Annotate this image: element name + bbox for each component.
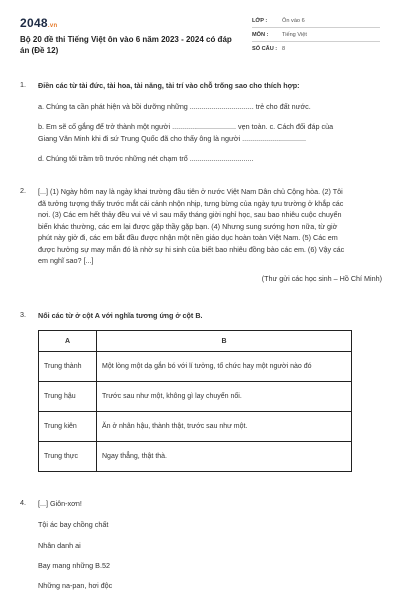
logo-main: 2048	[20, 16, 48, 30]
term-cell: Trung hậu	[39, 382, 97, 412]
matching-table	[38, 330, 352, 472]
table-row	[39, 442, 352, 472]
passage-line: nơi. (3) Các em hết thảy đều vui vẻ vì sau mấy tháng giời nghỉ học, sau bao nhiêu cuộc chuyển	[38, 210, 342, 219]
meta-box	[252, 14, 380, 56]
passage-line: phút này giở đi, các em bắt đầu được nhận một nền giáo dục hoàn toàn Việt Nam. (5) Các em	[38, 233, 338, 242]
question-number: 2.	[20, 186, 26, 195]
document-title: Bộ 20 đề thi Tiếng Việt ôn vào 6 năm 2023 - 2024 có đáp án (Đề 12)	[20, 35, 232, 55]
column-b-header: B	[97, 331, 352, 352]
meta-row-subject	[252, 28, 380, 42]
site-logo[interactable]	[20, 16, 57, 30]
passage-line: được hưởng sự may mắn đó là nhờ sự hi sinh của biết bao nhiêu đồng bào các em. (6) Vậy các	[38, 244, 345, 254]
meta-row-class	[252, 14, 380, 28]
poem-line: Bay mang những B.52	[38, 561, 110, 570]
meaning-cell: Ăn ở nhân hậu, thành thật, trước sau như một.	[97, 412, 352, 442]
question-number: 4.	[20, 498, 26, 507]
question-text: a. Chúng ta cần phát hiện và bồi dưỡng những ................................ trẻ cho đất nước.	[38, 101, 311, 111]
poem-line: Những na-pan, hơi độc	[38, 581, 113, 590]
poem-line: Nhân danh ai	[38, 541, 81, 550]
logo-suffix: .vn	[47, 23, 58, 29]
question-number: 3.	[20, 310, 26, 319]
meta-label: LỚP :	[252, 17, 268, 24]
meaning-cell: Ngay thẳng, thật thà.	[97, 442, 352, 472]
poem-line: [...] Giôn-xơn!	[38, 499, 82, 508]
passage-line: em nghĩ sao? [...]	[38, 256, 94, 265]
question-number: 1.	[20, 80, 26, 89]
passage-line: [...] (1) Ngày hôm nay là ngày khai trường đầu tiên ở nước Việt Nam Dân chủ Cộng hòa. (2) Tôi	[38, 187, 343, 196]
passage-signature: (Thư gửi các học sinh – Hồ Chí Minh)	[261, 273, 382, 283]
meta-value: Tiếng Việt	[282, 31, 307, 38]
meta-value: 8	[282, 46, 286, 52]
question-4	[20, 498, 382, 510]
question-title: Điền các từ tài đức, tài hoa, tài năng, tài trí vào chỗ trống sao cho thích hợp:	[38, 81, 300, 90]
question-1	[20, 80, 382, 165]
question-text: Giang Văn Minh khi đi sứ Trung Quốc đã cho thấy ông là người ................................	[38, 133, 307, 143]
table-row	[39, 412, 352, 442]
document-header	[20, 12, 382, 60]
term-cell: Trung thực	[39, 442, 97, 472]
column-a-header: A	[39, 331, 97, 352]
question-text: b. Em sẽ cố gắng để trở thành một người ................................ vẹn toàn. c. Cách đối đáp của	[38, 122, 334, 131]
table-row	[39, 352, 352, 382]
meta-label: SỐ CÂU :	[252, 46, 278, 52]
term-cell: Trung thành	[39, 352, 97, 382]
question-3	[20, 310, 382, 322]
passage-line: đã tưởng tượng thấy trước mắt cái cảnh nhộn nhịp, tưng bừng của ngày tựu trường ở khắp các	[38, 198, 344, 208]
meta-row-count	[252, 42, 380, 56]
question-title: Nối các từ ở cột A với nghĩa tương ứng ở cột B.	[38, 311, 203, 320]
question-text: d. Chúng tôi trầm trồ trước những nét chạm trổ ................................	[38, 154, 254, 163]
question-2	[20, 186, 382, 284]
meaning-cell: Một lòng một dạ gắn bó với lí tưởng, tổ chức hay một người nào đó	[97, 352, 352, 382]
poem-line: Tội ác bay chồng chất	[38, 520, 109, 529]
meaning-cell: Trước sau như một, không gì lay chuyển nổi.	[97, 382, 352, 412]
passage-line: biến khác thường, các em lại được gặp thầy gặp bạn. (4) Nhưng sung sướng hơn nữa, từ giờ	[38, 221, 338, 231]
term-cell: Trung kiên	[39, 412, 97, 442]
meta-label: MÔN :	[252, 31, 269, 38]
table-header-row	[39, 331, 352, 352]
table-row	[39, 382, 352, 412]
meta-value: Ôn vào 6	[282, 17, 305, 24]
